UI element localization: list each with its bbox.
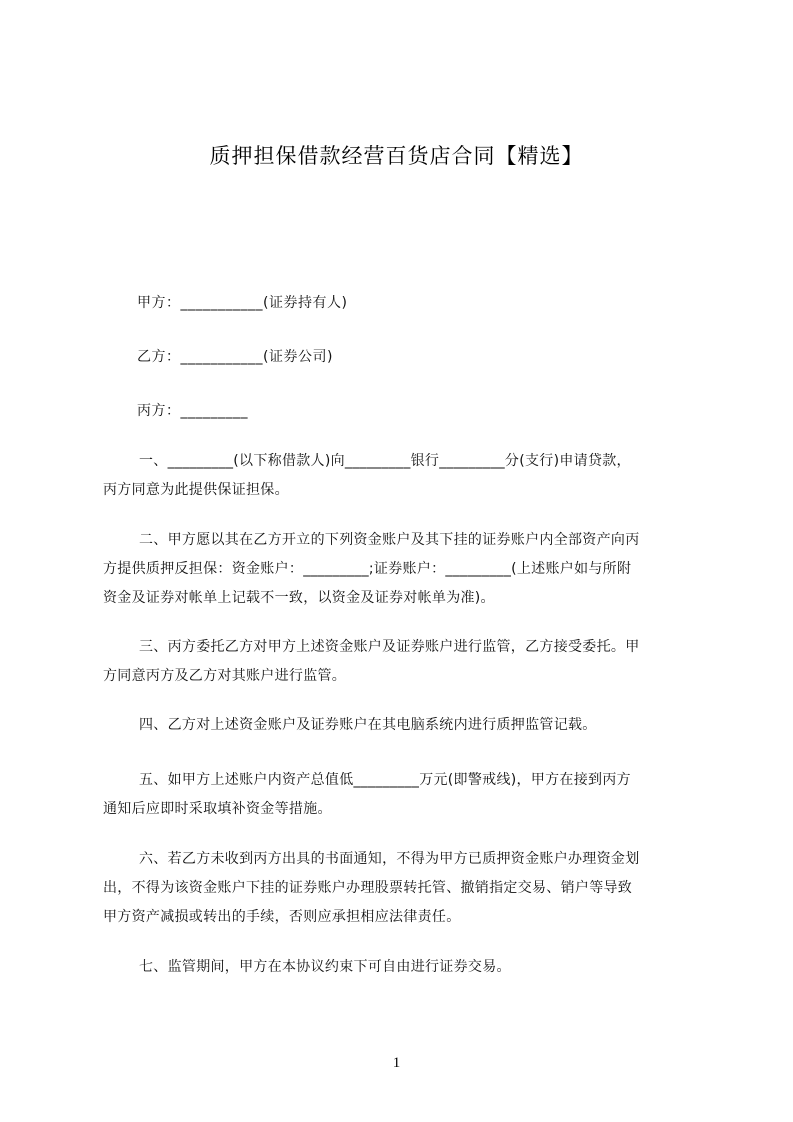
clause-line: 七、监管期间，甲方在本协议约束下可自由进行证券交易。 xyxy=(139,959,511,975)
clause-1 xyxy=(103,447,703,505)
party-yi: 乙方：___________(证券公司) xyxy=(137,349,333,365)
clause-6 xyxy=(103,845,703,932)
clause-line: 六、若乙方未收到丙方出具的书面通知，不得为甲方已质押资金账户办理资金划 xyxy=(139,851,640,867)
clause-line: 一、_________(以下称借款人)向_________银行_________分(支行)申请贷款， xyxy=(139,453,631,469)
clause-line: 五、如甲方上述账户内资产总值低_________万元(即警戒线)，甲方在接到丙方 xyxy=(139,772,631,788)
clause-line: 丙方同意为此提供保证担保。 xyxy=(103,482,289,498)
clause-5 xyxy=(103,766,703,824)
clause-line: 资金及证券对帐单上记载不一致，以资金及证券对帐单为准)。 xyxy=(103,590,495,606)
clause-line: 方同意丙方及乙方对其账户进行监管。 xyxy=(103,668,347,684)
clause-2 xyxy=(103,526,703,613)
clause-line: 二、甲方愿以其在乙方开立的下列资金账户及其下挂的证券账户内全部资产向丙 xyxy=(139,532,640,548)
party-jia: 甲方：___________(证券持有人) xyxy=(137,295,348,311)
clause-line: 方提供质押反担保：资金账户：_________;证券账户：_________(上述账户如与所附 xyxy=(103,561,632,577)
clause-3 xyxy=(103,633,703,691)
clause-4 xyxy=(103,711,703,740)
clause-line: 四、乙方对上述资金账户及证券账户在其电脑系统内进行质押监管记载。 xyxy=(139,717,597,733)
party-bing: 丙方：_________ xyxy=(137,403,248,419)
clause-7 xyxy=(103,953,703,982)
page-number: 1 xyxy=(392,1055,401,1071)
document-title: 质押担保借款经营百货店合同【精选】 xyxy=(209,144,584,168)
clause-line: 三、丙方委托乙方对甲方上述资金账户及证券账户进行监管，乙方接受委托。甲 xyxy=(139,639,640,655)
clause-line: 甲方资产减损或转出的手续，否则应承担相应法律责任。 xyxy=(103,909,461,925)
clause-line: 通知后应即时采取填补资金等措施。 xyxy=(103,801,332,817)
clause-line: 出，不得为该资金账户下挂的证券账户办理股票转托管、撤销指定交易、销户等导致 xyxy=(103,880,633,896)
